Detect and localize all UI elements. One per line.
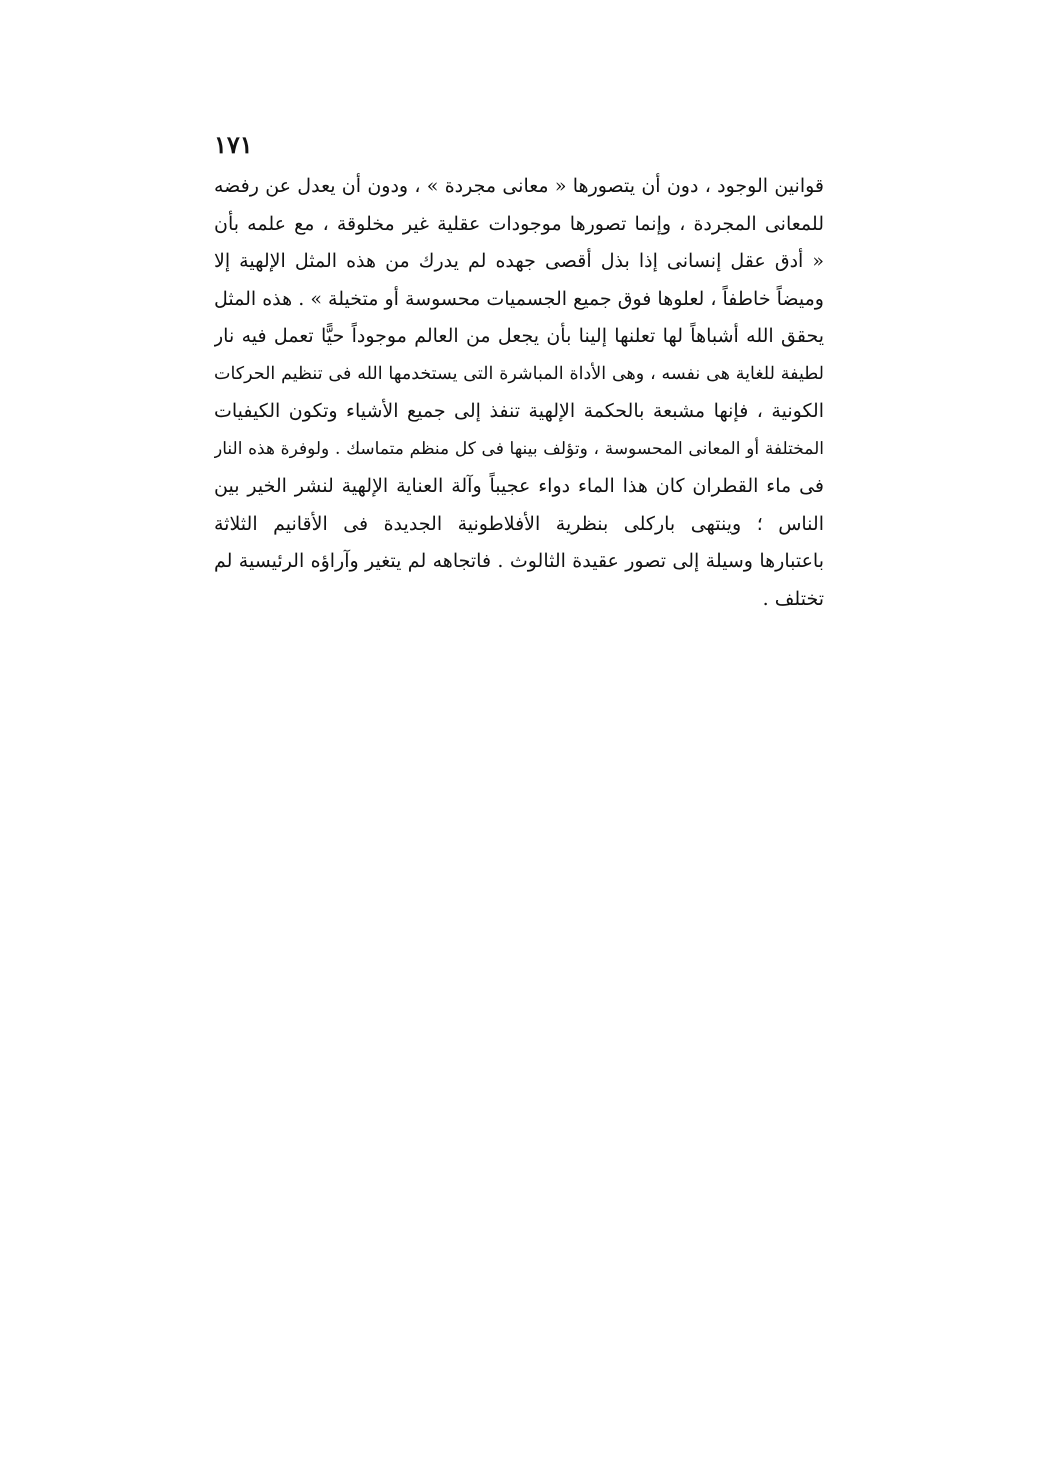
text-line: المختلفة أو المعانى المحسوسة ، وتؤلف بينها فى كل منظم متماسك . ولوفرة هذه النار — [214, 438, 824, 459]
text-line: « أدق عقل إنسانى إذا بذل أقصى جهده لم يدرك من هذه المثل الإلهية إلا — [214, 250, 824, 272]
text-line: الكونية ، فإنها مشبعة بالحكمة الإلهية تنفذ إلى جميع الأشياء وتكون الكيفيات — [214, 400, 824, 422]
text-line: الناس ؛ وينتهى باركلى بنظرية الأفلاطونية الجديدة فى الأقانيم الثلاثة — [214, 512, 824, 535]
text-line: فى ماء القطران كان هذا الماء دواء عجيباً وآلة العناية الإلهية لنشر الخير بين — [214, 475, 824, 497]
body-text — [214, 168, 824, 618]
text-line: وميضاً خاطفاً ، لعلوها فوق جميع الجسميات محسوسة أو متخيلة » . هذه المثل — [214, 287, 824, 310]
text-line: قوانين الوجود ، دون أن يتصورها « معانى مجردة » ، ودون أن يعدل عن رفضه — [214, 175, 824, 197]
text-line: باعتبارها وسيلة إلى تصور عقيدة الثالوث . فاتجاهه لم يتغير وآراؤه الرئيسية لم — [214, 550, 824, 572]
text-line: للمعانى المجردة ، وإنما تصورها موجودات عقلية غير مخلوقة ، مع علمه بأن — [214, 212, 824, 235]
text-line: لطيفة للغاية هى نفسه ، وهى الأداة المباشرة التى يستخدمها الله فى تنظيم الحركات — [214, 363, 824, 384]
text-line: تختلف . — [762, 587, 824, 610]
text-line: يحقق الله أشباهاً لها تعلنها إلينا بأن يجعل من العالم موجوداً حيًّا تعمل فيه نار — [214, 325, 824, 347]
page-number: ١٧١ — [214, 130, 253, 159]
